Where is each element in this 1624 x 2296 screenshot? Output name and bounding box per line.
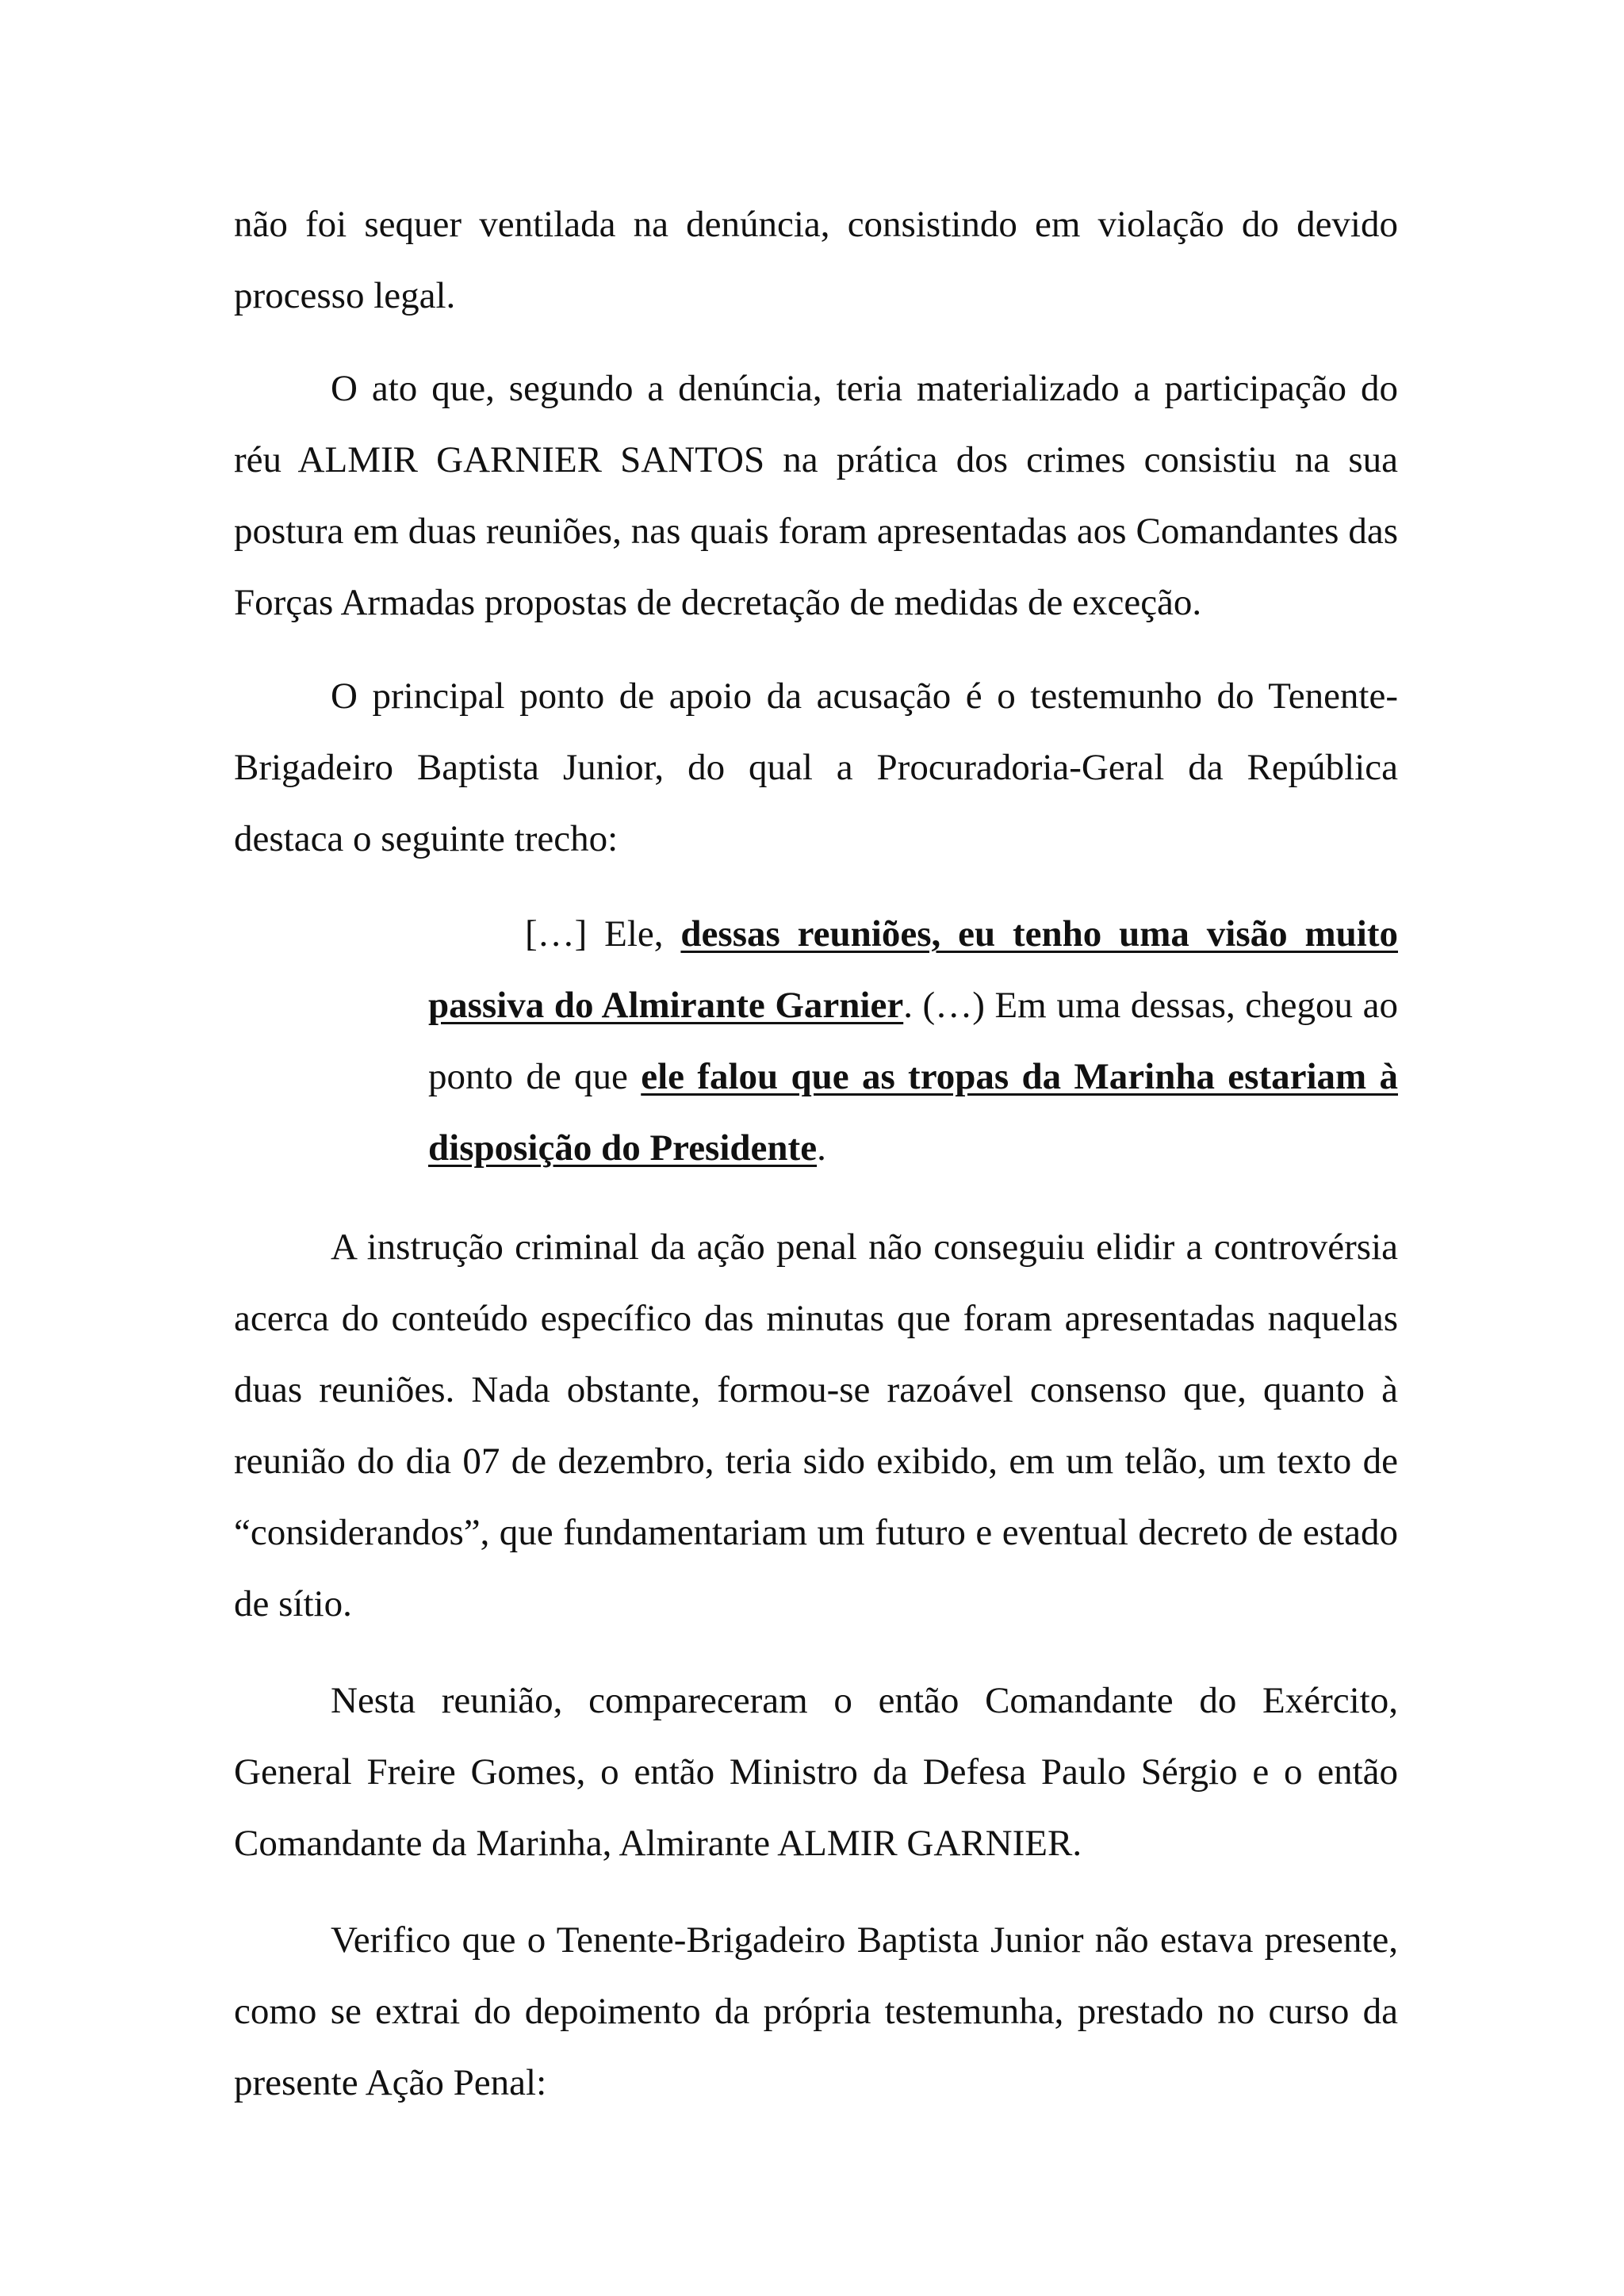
paragraph-verifico: Verifico que o Tenente-Brigadeiro Baptista Junior não estava presente, como se extrai do depoimento da própria testemunha, prestado no curso da presente Ação Penal: xyxy=(234,1919,1398,2103)
block-quote xyxy=(428,898,1398,1184)
quote-text: . xyxy=(817,1127,826,1169)
paragraph-continuation: não foi sequer ventilada na denúncia, consistindo em violação do devido processo legal. xyxy=(234,204,1398,316)
paragraph-ponto-apoio: O principal ponto de apoio da acusação é o testemunho do Tenente-Brigadeiro Baptista Junior, do qual a Procuradoria-Geral da República destaca o seguinte trecho: xyxy=(234,675,1398,859)
paragraph-reuniao: Nesta reunião, compareceram o então Comandante do Exército, General Freire Gomes, o então Ministro da Defesa Paulo Sérgio e o então Comandante da Marinha, Almirante ALMIR GARNIER. xyxy=(234,1680,1398,1864)
paragraph-instrucao-criminal: A instrução criminal da ação penal não conseguiu elidir a controvérsia acerca do conteúdo específico das minutas que foram apresentadas naquelas duas reuniões. Nada obstante, formou-se razoável consenso que, quanto à reunião do dia 07 de dezembro, teria sido exibido, em um telão, um texto de “considerandos”, que fundamentariam um futuro e eventual decreto de estado de sítio. xyxy=(234,1226,1398,1624)
quote-emphasis: ele falou que as tropas da Marinha estariam à disposição do Presidente xyxy=(428,1056,1398,1169)
quote-emphasis: dessas reuniões, eu tenho uma visão muito passiva do Almirante Garnier xyxy=(428,913,1398,1026)
quote-text: […] Ele, xyxy=(525,913,681,955)
quote-text: . (…) Em uma dessas, chegou ao ponto de que xyxy=(428,985,1398,1097)
paragraph-ato-denuncia: O ato que, segundo a denúncia, teria materializado a participação do réu ALMIR GARNIER SANTOS na prática dos crimes consistiu na sua postura em duas reuniões, nas quais foram apresentadas aos Comandantes das Forças Armadas propostas de decretação de medidas de exceção. xyxy=(234,368,1398,623)
